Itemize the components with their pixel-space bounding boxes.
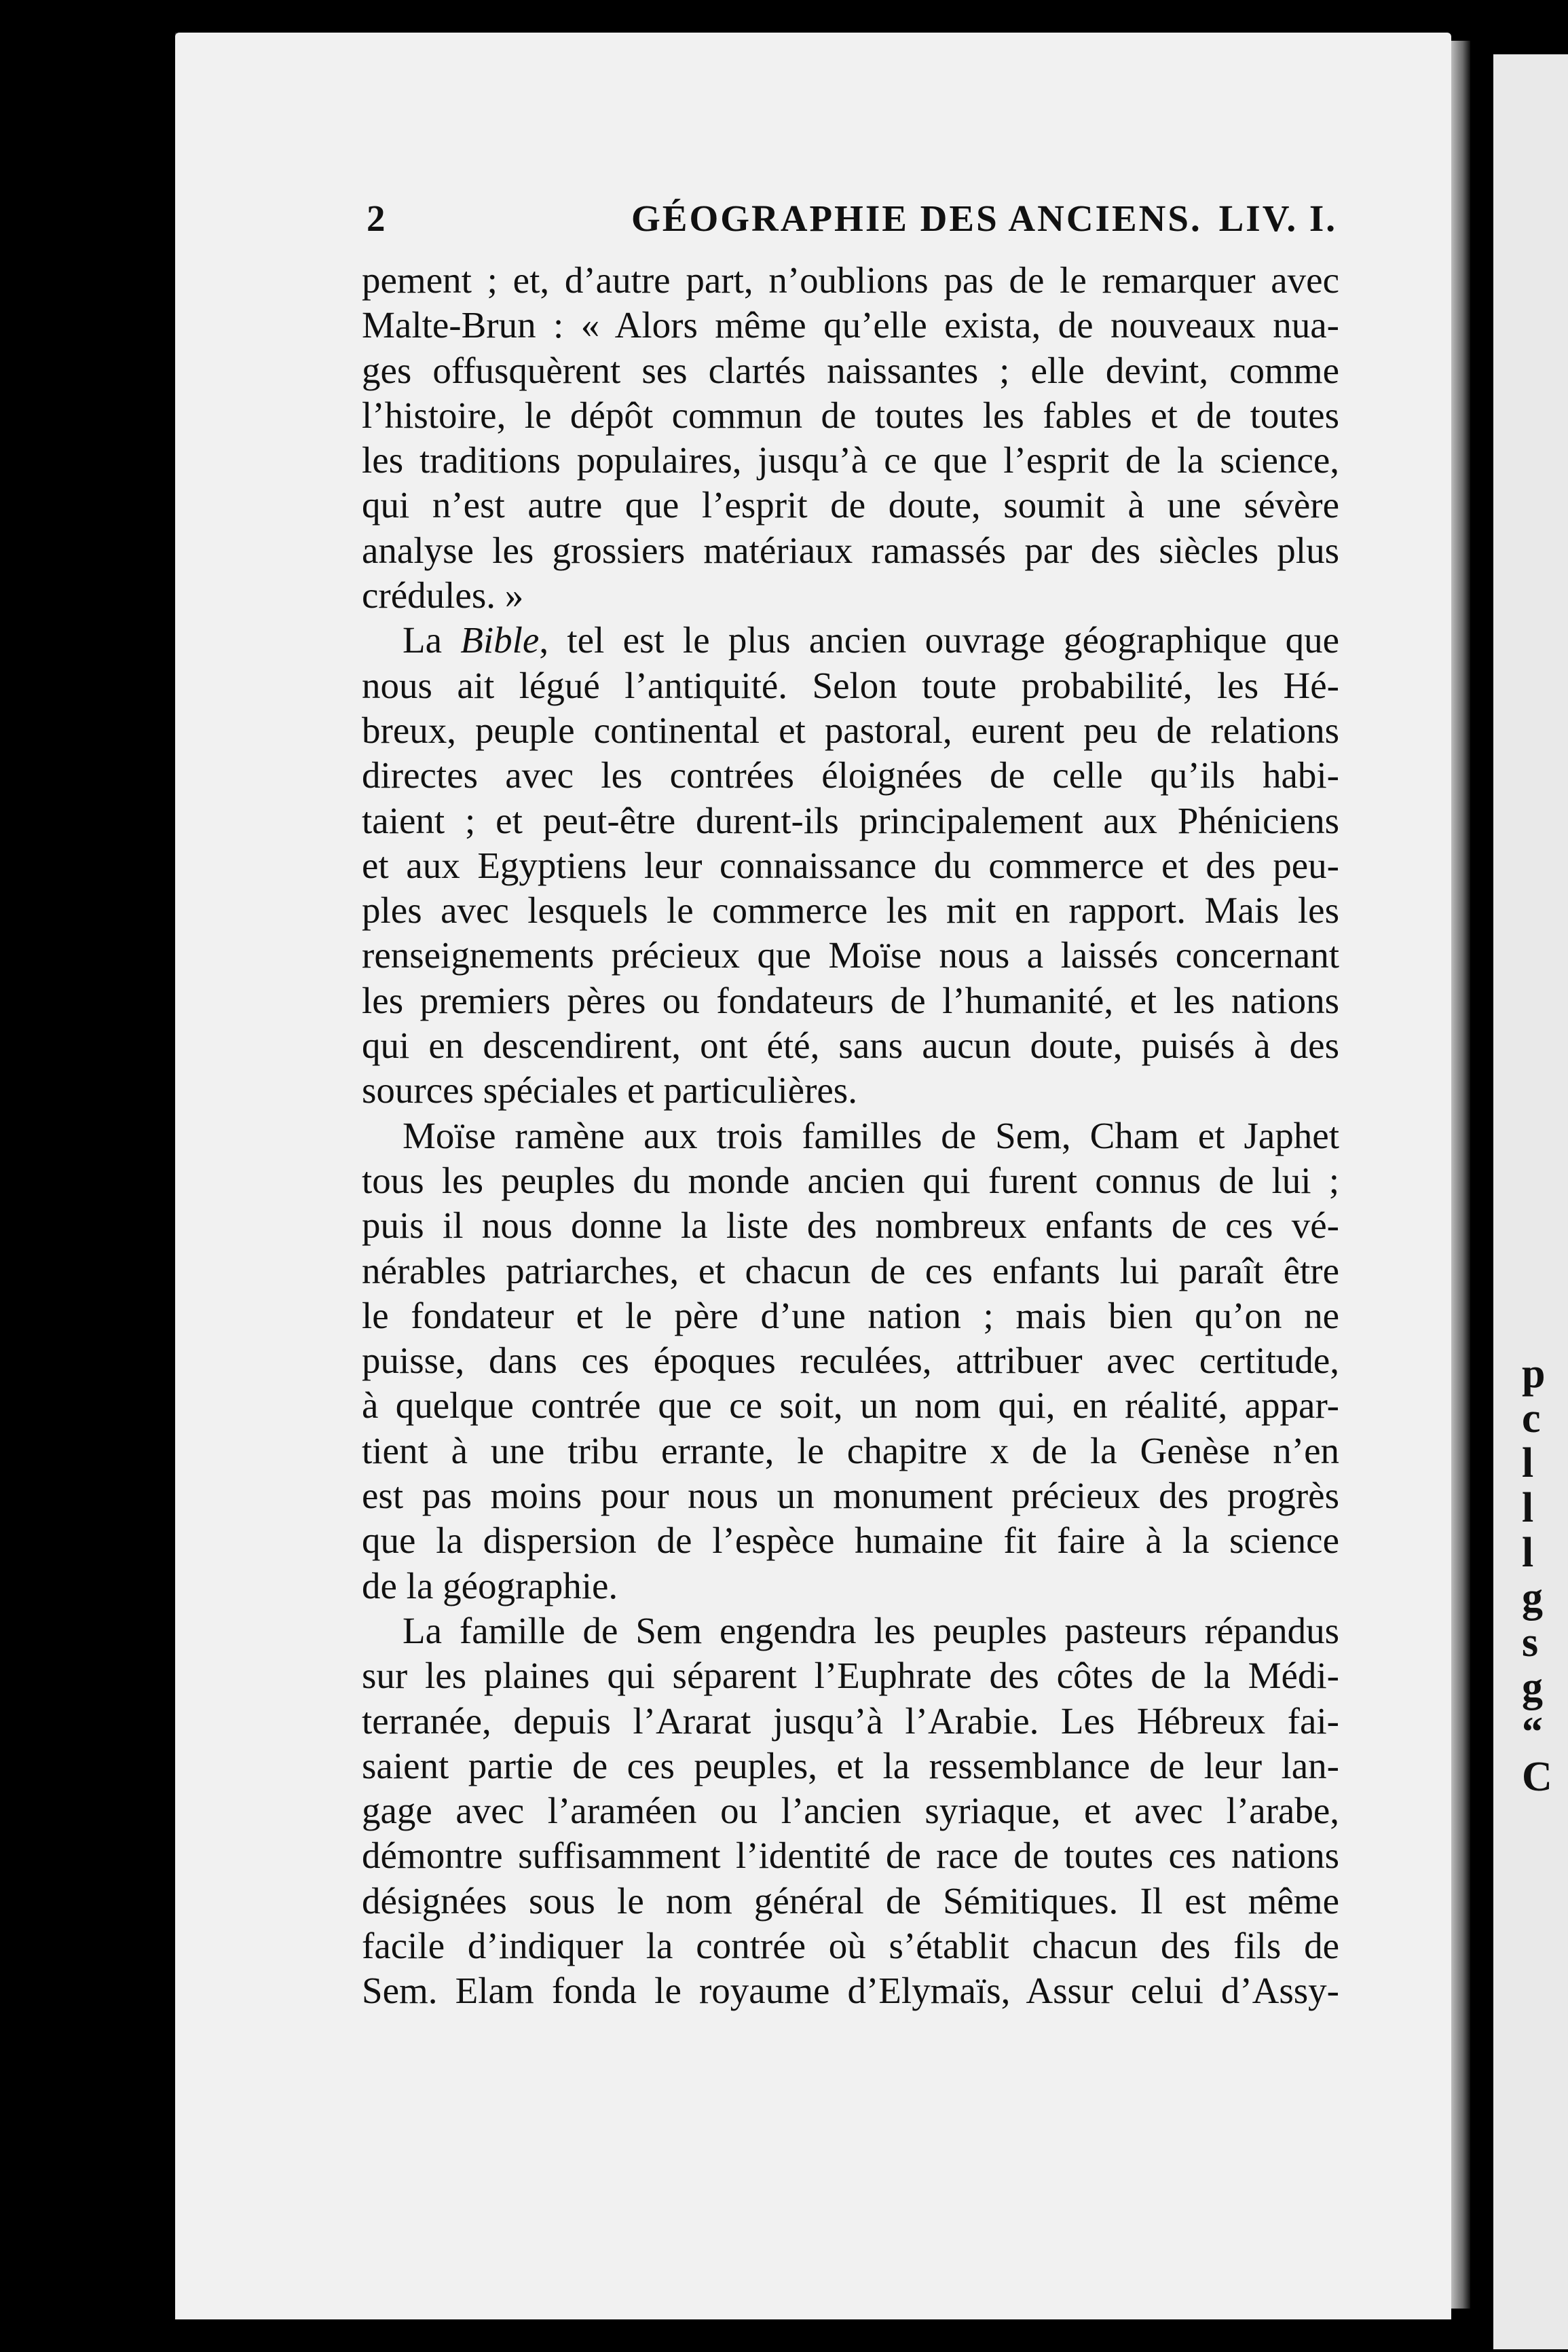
text-line: crédules. » <box>362 574 524 617</box>
page-number: 2 <box>367 198 388 239</box>
text-line: gage avec l’araméen ou l’ancien syriaque, et avec l’arabe, <box>362 1790 1339 1832</box>
text-line: ges offusquèrent ses clartés naissantes ; elle devint, comme <box>362 349 1339 391</box>
adjacent-page-letter: c <box>1522 1395 1541 1441</box>
text-line: directes avec les contrées éloignées de celle qu’ils habi- <box>362 754 1339 796</box>
text-line: le fondateur et le père d’une nation ; mais bien qu’on ne <box>362 1294 1339 1336</box>
text-line: désignées sous le nom général de Sémitiques. Il est même <box>362 1879 1339 1922</box>
text-line: nérables patriarches, et chacun de ces enfants lui paraît être <box>362 1249 1339 1291</box>
text-line: sources spéciales et particulières. <box>362 1069 857 1111</box>
text-line: que la dispersion de l’espèce humaine fit faire à la science <box>362 1520 1339 1562</box>
text-line: qui en descendirent, ont été, sans aucun doute, puisés à des <box>362 1025 1339 1067</box>
adjacent-page-letter: g <box>1522 1664 1543 1710</box>
book-label: LIV. I. <box>1218 198 1337 239</box>
text-line: est pas moins pour nous un monument précieux des progrès <box>362 1475 1339 1517</box>
text-line: les premiers pères ou fondateurs de l’humanité, et les nations <box>362 979 1339 1021</box>
text-line: Malte-Brun : « Alors même qu’elle exista, de nouveaux nua- <box>362 304 1339 346</box>
text-line: breux, peuple continental et pastoral, eurent peu de relations <box>362 709 1339 751</box>
text-line: tous les peuples du monde ancien qui furent connus de lui ; <box>362 1159 1339 1201</box>
text-line: puisse, dans ces époques reculées, attribuer avec certitude, <box>362 1340 1339 1382</box>
text-line: tient à une tribu errante, le chapitre x de la Genèse n’en <box>362 1429 1339 1471</box>
text-line: de la géographie. <box>362 1564 618 1606</box>
running-title: GÉOGRAPHIE DES ANCIENS. <box>631 198 1202 239</box>
text-line: renseignements précieux que Moïse nous a laissés concernant <box>362 934 1339 976</box>
adjacent-page-letter: l <box>1522 1485 1534 1531</box>
text-line: démontre suffisamment l’identité de race de toutes ces nations <box>362 1835 1339 1877</box>
text-line: terranée, depuis l’Ararat jusqu’à l’Arabie. Les Hébreux fai- <box>362 1699 1339 1742</box>
adjacent-page-letter: l <box>1522 1440 1534 1486</box>
text-line: puis il nous donne la liste des nombreux enfants de ces vé- <box>362 1205 1339 1247</box>
adjacent-page-letter: s <box>1522 1619 1539 1666</box>
text-line: sur les plaines qui séparent l’Euphrate des côtes de la Médi- <box>362 1655 1339 1697</box>
adjacent-page-letter: C <box>1522 1754 1552 1800</box>
text-line: Sem. Elam fonda le royaume d’Elymaïs, Assur celui d’Assy- <box>362 1970 1339 2012</box>
text-line: les traditions populaires, jusqu’à ce que l’esprit de la science, <box>362 439 1339 481</box>
bible-title: Bible <box>460 619 540 661</box>
text-line: facile d’indiquer la contrée où s’établit chacun des fils de <box>362 1924 1339 1966</box>
text-line: et aux Egyptiens leur connaissance du commerce et des peu- <box>362 844 1339 886</box>
text-line: taient ; et peut-être durent-ils principalement aux Phéniciens <box>362 799 1339 841</box>
text-line: Moïse ramène aux trois familles de Sem, Cham et Japhet <box>403 1114 1339 1156</box>
body-text <box>362 258 1339 2014</box>
bible-line-end: , tel est le plus ancien ouvrage géographique que <box>539 619 1339 661</box>
adjacent-page-strip <box>1493 54 1568 2349</box>
text-line: l’histoire, le dépôt commun de toutes les fables et de toutes <box>362 394 1339 436</box>
adjacent-page-letter: l <box>1522 1530 1534 1576</box>
text-line: ples avec lesquels le commerce les mit en rapport. Mais les <box>362 889 1339 932</box>
adjacent-page-letter: g <box>1522 1575 1543 1621</box>
text-line: analyse les grossiers matériaux ramassés par des siècles plus <box>362 529 1339 571</box>
text-line: qui n’est autre que l’esprit de doute, soumit à une sévère <box>362 484 1339 526</box>
adjacent-page-letter: “ <box>1522 1709 1543 1755</box>
text-line: nous ait légué l’antiquité. Selon toute probabilité, les Hé- <box>362 664 1339 706</box>
page-edge-shadow <box>1451 41 1470 2309</box>
text-line: La famille de Sem engendra les peuples pasteurs répandus <box>403 1609 1339 1651</box>
adjacent-page-letter: p <box>1522 1350 1546 1397</box>
bible-line-start: La <box>403 619 461 661</box>
text-line: pement ; et, d’autre part, n’oublions pas de le remarquer avec <box>362 259 1339 301</box>
text-line-bible <box>362 618 1339 663</box>
text-line: saient partie de ces peuples, et la ressemblance de leur lan- <box>362 1744 1339 1786</box>
running-header <box>367 197 1337 244</box>
text-line: à quelque contrée que ce soit, un nom qui, en réalité, appar- <box>362 1384 1339 1427</box>
